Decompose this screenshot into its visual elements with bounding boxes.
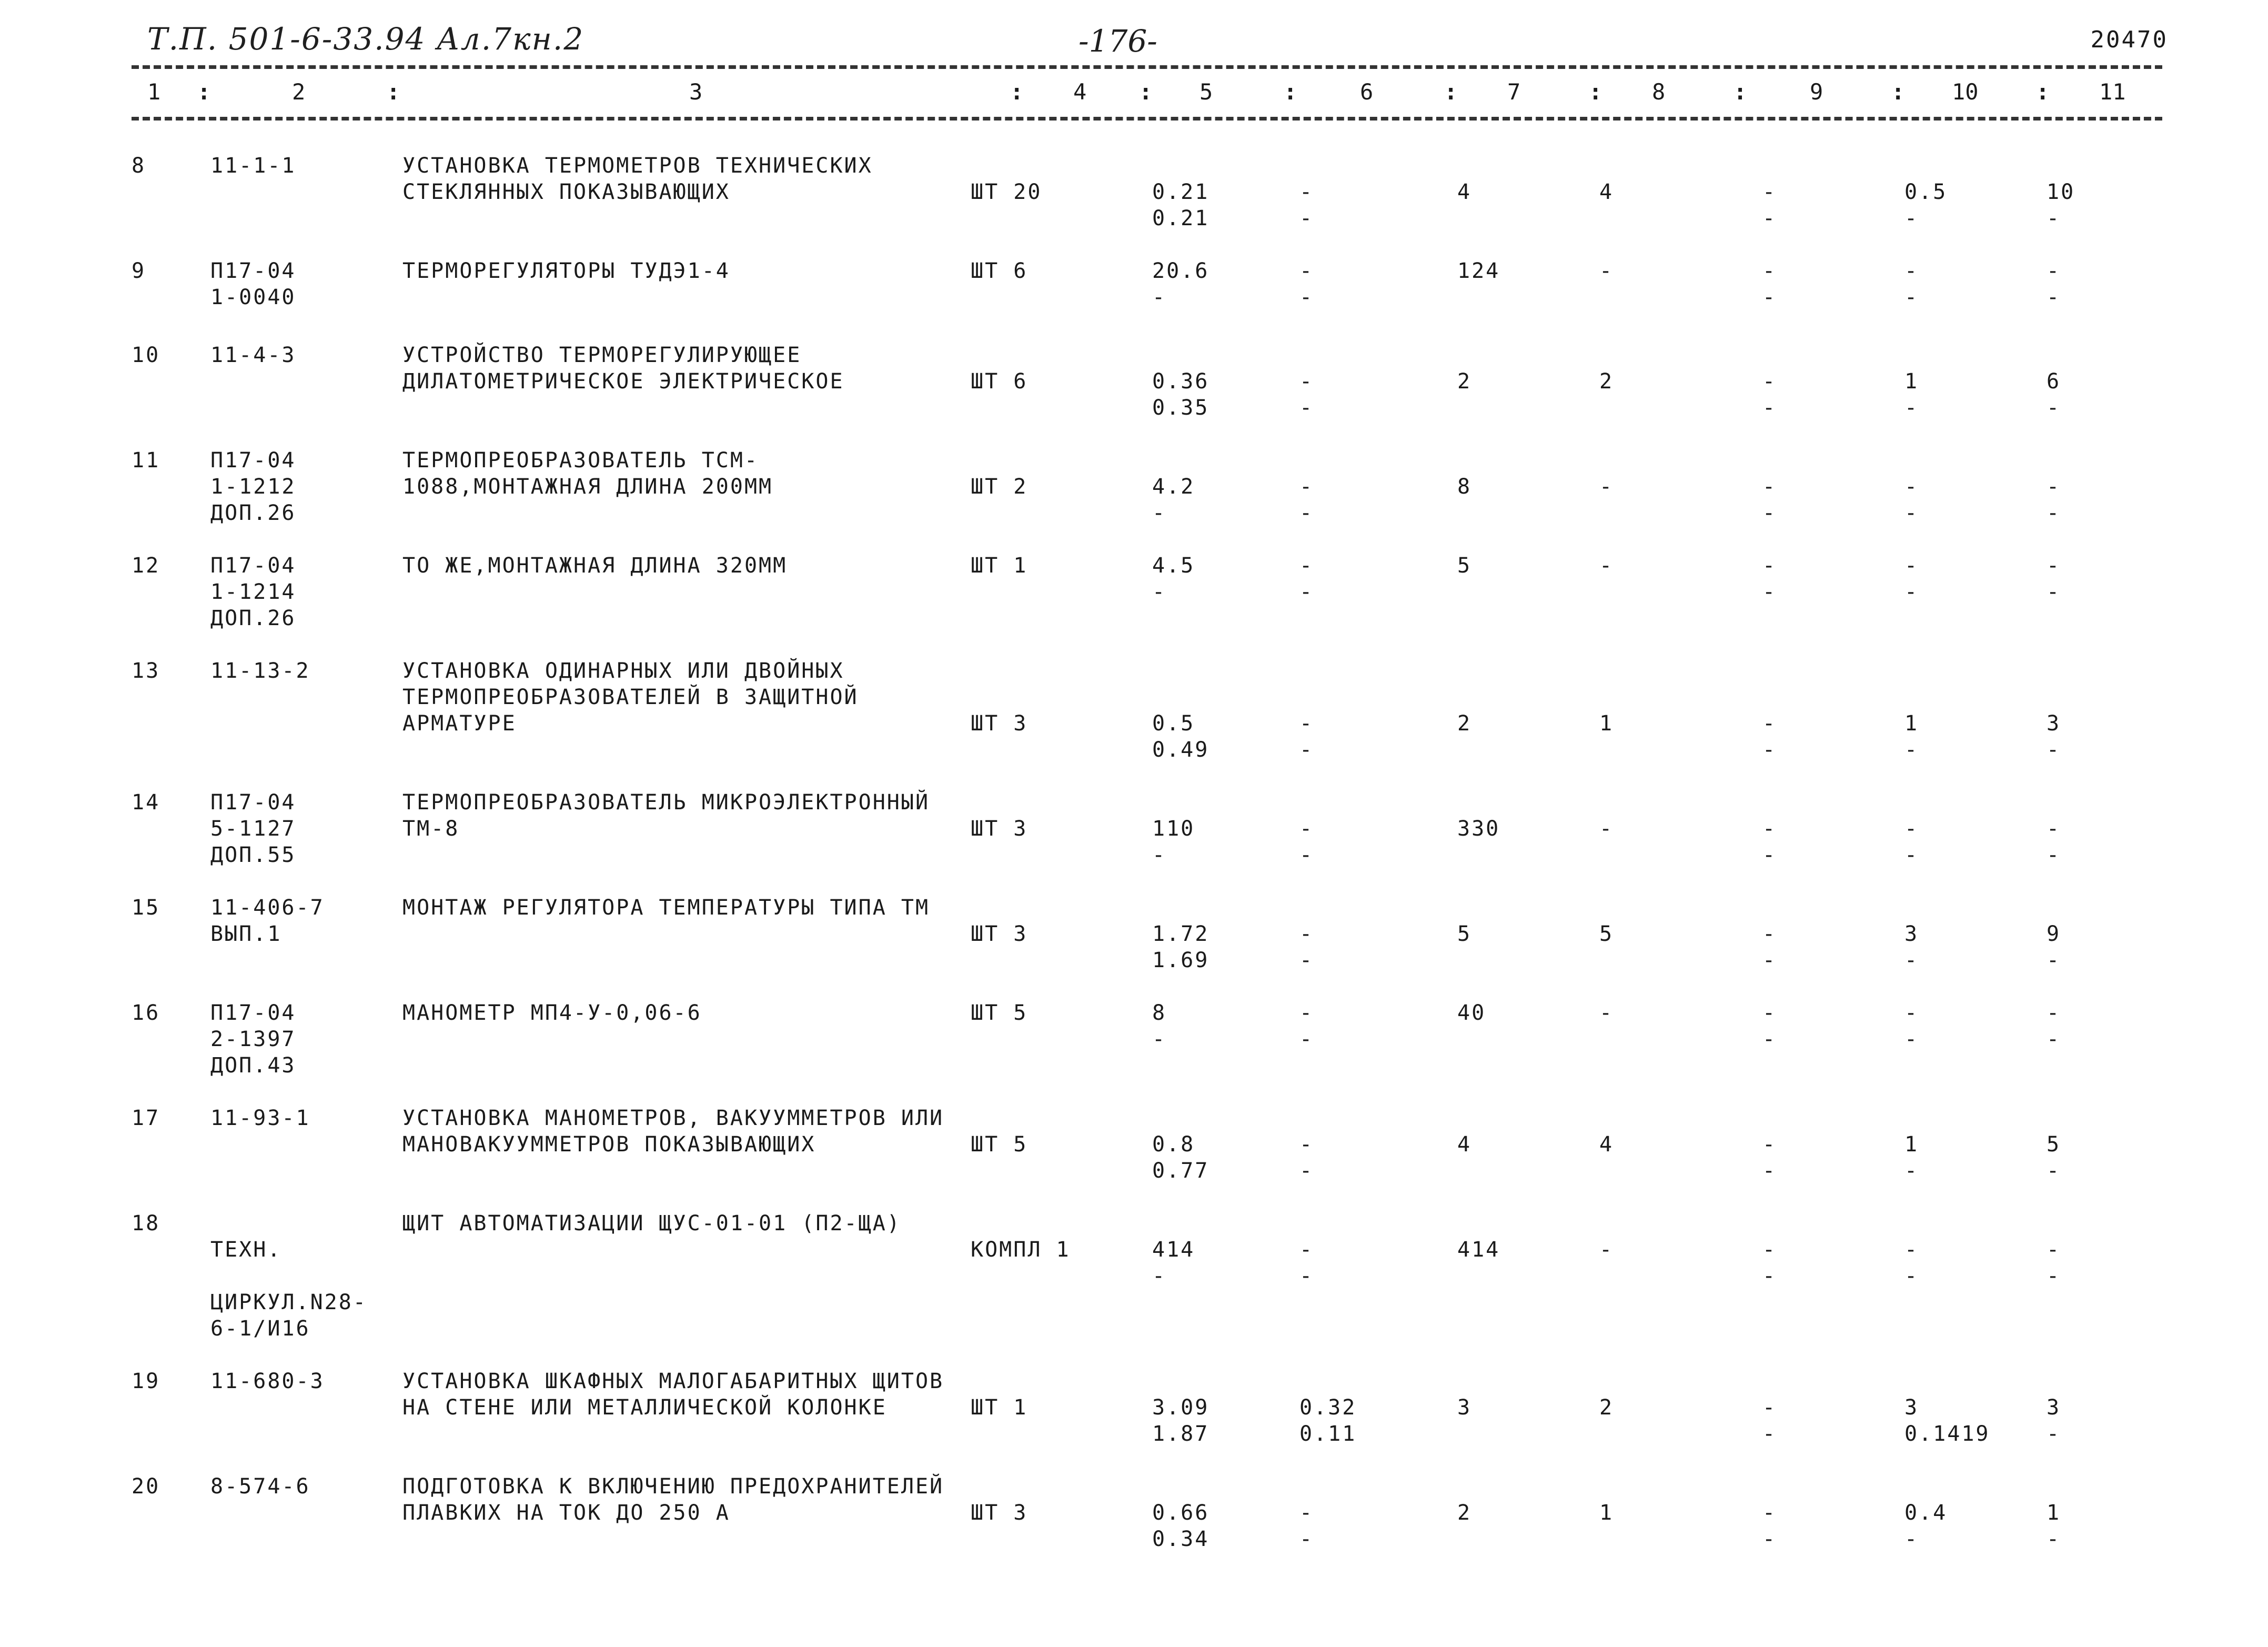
value-c5: 0.5 xyxy=(1152,711,1195,736)
value-c11: 6 xyxy=(2047,369,2061,394)
value-c6: - xyxy=(1299,285,1314,309)
value-c10: - xyxy=(1904,948,1919,972)
unit-quantity: ШТ 2 xyxy=(971,475,1028,499)
value-c10: - xyxy=(1904,259,1919,283)
value-c6: - xyxy=(1299,1159,1314,1183)
value-c5: 0.35 xyxy=(1152,396,1209,420)
table-row xyxy=(0,447,2268,553)
value-c9: - xyxy=(1762,285,1777,309)
value-c5: 0.8 xyxy=(1152,1132,1195,1157)
resource-code: 5-1127 xyxy=(210,817,296,841)
value-c10: - xyxy=(1904,285,1919,309)
resource-code: 11-1-1 xyxy=(210,154,296,178)
work-description: ТЕРМОПРЕОБРАЗОВАТЕЛЕЙ В ЗАЩИТНОЙ xyxy=(402,685,859,709)
value-c10: 0.4 xyxy=(1904,1501,1948,1525)
work-description: ЩИТ АВТОМАТИЗАЦИИ ЩУС-01-01 (П2-ЩА) xyxy=(402,1211,901,1236)
resource-code: 2-1397 xyxy=(210,1027,296,1051)
work-description: ТМ-8 xyxy=(402,817,460,841)
resource-code: ДОП.26 xyxy=(210,501,296,525)
column-separator: : xyxy=(387,79,400,105)
value-c8: - xyxy=(1599,554,1614,578)
row-number: 17 xyxy=(132,1106,160,1130)
value-c5: 20.6 xyxy=(1152,259,1209,283)
value-c9: - xyxy=(1762,1422,1777,1446)
work-description: УСТАНОВКА ОДИНАРНЫХ ИЛИ ДВОЙНЫХ xyxy=(402,659,844,683)
value-c11: - xyxy=(2047,1527,2061,1551)
work-description: МОНТАЖ РЕГУЛЯТОРА ТЕМПЕРАТУРЫ ТИПА ТМ xyxy=(402,896,930,920)
value-c8: 5 xyxy=(1599,922,1614,946)
table-row xyxy=(0,1368,2268,1473)
resource-code: 1-1212 xyxy=(210,475,296,499)
value-c10: - xyxy=(1904,396,1919,420)
value-c6: - xyxy=(1299,948,1314,972)
work-description: МАНОВАКУУММЕТРОВ ПОКАЗЫВАЮЩИХ xyxy=(402,1132,816,1157)
value-c9: - xyxy=(1762,580,1777,604)
work-description: ПОДГОТОВКА К ВКЛЮЧЕНИЮ ПРЕДОХРАНИТЕЛЕЙ xyxy=(402,1474,944,1499)
value-c5: 0.66 xyxy=(1152,1501,1209,1525)
value-c5: 414 xyxy=(1152,1238,1195,1262)
value-c5: 4.2 xyxy=(1152,475,1195,499)
row-number: 8 xyxy=(132,154,146,178)
unit-quantity: ШТ 20 xyxy=(971,180,1042,204)
value-c5: 8 xyxy=(1152,1001,1167,1025)
value-c6: - xyxy=(1299,711,1314,736)
column-number: 2 xyxy=(292,79,306,105)
unit-quantity: ШТ 1 xyxy=(971,1395,1028,1420)
value-c11: 3 xyxy=(2047,711,2061,736)
value-c6: - xyxy=(1299,738,1314,762)
value-c10: - xyxy=(1904,554,1919,578)
value-c10: - xyxy=(1904,501,1919,525)
table-row xyxy=(0,1105,2268,1210)
work-description: ДИЛАТОМЕТРИЧЕСКОЕ ЭЛЕКТРИЧЕСКОЕ xyxy=(402,369,844,394)
row-number: 19 xyxy=(132,1369,160,1393)
work-description: УСТРОЙСТВО ТЕРМОРЕГУЛИРУЮЩЕЕ xyxy=(402,343,802,367)
value-c8: 2 xyxy=(1599,369,1614,394)
value-c5: 1.69 xyxy=(1152,948,1209,972)
value-c11: - xyxy=(2047,285,2061,309)
value-c8: - xyxy=(1599,1238,1614,1262)
value-c10: - xyxy=(1904,206,1919,230)
table-row xyxy=(0,658,2268,789)
column-separator: : xyxy=(1891,79,1905,105)
value-c10: - xyxy=(1904,1527,1919,1551)
column-separator: : xyxy=(1284,79,1297,105)
table-row xyxy=(0,1473,2268,1579)
row-number: 13 xyxy=(132,659,160,683)
value-c9: - xyxy=(1762,817,1777,841)
value-c8: 1 xyxy=(1599,1501,1614,1525)
value-c11: - xyxy=(2047,554,2061,578)
row-number: 18 xyxy=(132,1211,160,1236)
work-description: ПЛАВКИХ НА ТОК ДО 250 А xyxy=(402,1501,730,1525)
value-c7: 4 xyxy=(1457,1132,1472,1157)
value-c6: - xyxy=(1299,259,1314,283)
table-row xyxy=(0,342,2268,447)
value-c11: - xyxy=(2047,501,2061,525)
value-c7: 5 xyxy=(1457,922,1472,946)
value-c9: - xyxy=(1762,259,1777,283)
value-c5: 0.21 xyxy=(1152,206,1209,230)
row-number: 12 xyxy=(132,554,160,578)
table-row xyxy=(0,1000,2268,1105)
value-c11: 3 xyxy=(2047,1395,2061,1420)
value-c7: 2 xyxy=(1457,1501,1472,1525)
value-c10: - xyxy=(1904,843,1919,867)
column-number: 5 xyxy=(1199,79,1213,105)
header-rule-bottom xyxy=(132,117,2162,120)
value-c10: 1 xyxy=(1904,369,1919,394)
value-c11: - xyxy=(2047,738,2061,762)
value-c11: 9 xyxy=(2047,922,2061,946)
work-description: ТЕРМОПРЕОБРАЗОВАТЕЛЬ МИКРОЭЛЕКТРОННЫЙ xyxy=(402,790,930,815)
column-separator: : xyxy=(1733,79,1747,105)
value-c6: - xyxy=(1299,1001,1314,1025)
resource-code: 11-93-1 xyxy=(210,1106,310,1130)
value-c11: - xyxy=(2047,1264,2061,1288)
value-c9: - xyxy=(1762,180,1777,204)
value-c5: - xyxy=(1152,285,1167,309)
value-c6: - xyxy=(1299,1501,1314,1525)
value-c5: 0.36 xyxy=(1152,369,1209,394)
value-c8: - xyxy=(1599,259,1614,283)
column-number: 4 xyxy=(1073,79,1087,105)
row-number: 20 xyxy=(132,1474,160,1499)
resource-code: 11-680-3 xyxy=(210,1369,325,1393)
value-c9: - xyxy=(1762,1527,1777,1551)
column-number: 7 xyxy=(1507,79,1521,105)
value-c9: - xyxy=(1762,1395,1777,1420)
work-description: УСТАНОВКА МАНОМЕТРОВ, ВАКУУММЕТРОВ ИЛИ xyxy=(402,1106,944,1130)
resource-code: ДОП.26 xyxy=(210,606,296,630)
row-number: 14 xyxy=(132,790,160,815)
value-c5: - xyxy=(1152,501,1167,525)
value-c11: - xyxy=(2047,396,2061,420)
value-c5: - xyxy=(1152,1264,1167,1288)
value-c8: 4 xyxy=(1599,180,1614,204)
value-c5: 1.87 xyxy=(1152,1422,1209,1446)
page-number: -176- xyxy=(1078,23,1157,59)
value-c10: 3 xyxy=(1904,922,1919,946)
value-c9: - xyxy=(1762,948,1777,972)
value-c10: - xyxy=(1904,1238,1919,1262)
resource-code: 6-1/И16 xyxy=(210,1317,310,1341)
value-c8: 2 xyxy=(1599,1395,1614,1420)
value-c11: 1 xyxy=(2047,1501,2061,1525)
resource-code: П17-04 xyxy=(210,554,296,578)
resource-code: ДОП.43 xyxy=(210,1053,296,1078)
column-number: 9 xyxy=(1810,79,1823,105)
resource-code: П17-04 xyxy=(210,448,296,473)
column-separator: : xyxy=(197,79,211,105)
unit-quantity: ШТ 6 xyxy=(971,369,1028,394)
value-c5: - xyxy=(1152,843,1167,867)
value-c9: - xyxy=(1762,1027,1777,1051)
value-c11: - xyxy=(2047,206,2061,230)
resource-code: 11-406-7 xyxy=(210,896,325,920)
resource-code: ТЕХН. xyxy=(210,1238,282,1262)
value-c10: 0.1419 xyxy=(1904,1422,1990,1446)
value-c6: - xyxy=(1299,554,1314,578)
work-description: НА СТЕНЕ ИЛИ МЕТАЛЛИЧЕСКОЙ КОЛОНКЕ xyxy=(402,1395,887,1420)
value-c10: 1 xyxy=(1904,711,1919,736)
value-c8: - xyxy=(1599,1001,1614,1025)
value-c7: 414 xyxy=(1457,1238,1500,1262)
value-c11: - xyxy=(2047,580,2061,604)
column-separator: : xyxy=(1010,79,1024,105)
value-c10: - xyxy=(1904,1001,1919,1025)
value-c9: - xyxy=(1762,369,1777,394)
unit-quantity: ШТ 5 xyxy=(971,1001,1028,1025)
value-c6: - xyxy=(1299,922,1314,946)
value-c6: - xyxy=(1299,1027,1314,1051)
value-c6: - xyxy=(1299,475,1314,499)
value-c9: - xyxy=(1762,1132,1777,1157)
value-c11: - xyxy=(2047,1422,2061,1446)
value-c8: 1 xyxy=(1599,711,1614,736)
value-c8: - xyxy=(1599,475,1614,499)
work-description: ТЕРМОПРЕОБРАЗОВАТЕЛЬ ТСМ- xyxy=(402,448,759,473)
column-separator: : xyxy=(2036,79,2050,105)
value-c6: - xyxy=(1299,396,1314,420)
value-c9: - xyxy=(1762,738,1777,762)
work-description: УСТАНОВКА ШКАФНЫХ МАЛОГАБАРИТНЫХ ЩИТОВ xyxy=(402,1369,944,1393)
value-c9: - xyxy=(1762,396,1777,420)
estimate-table-body xyxy=(0,153,2268,1579)
value-c7: 5 xyxy=(1457,554,1472,578)
value-c7: 2 xyxy=(1457,369,1472,394)
value-c11: - xyxy=(2047,475,2061,499)
unit-quantity: ШТ 3 xyxy=(971,1501,1028,1525)
value-c11: 5 xyxy=(2047,1132,2061,1157)
value-c10: - xyxy=(1904,1027,1919,1051)
table-row xyxy=(0,153,2268,258)
table-row xyxy=(0,895,2268,1000)
value-c9: - xyxy=(1762,206,1777,230)
value-c11: - xyxy=(2047,843,2061,867)
value-c6: - xyxy=(1299,206,1314,230)
value-c10: 0.5 xyxy=(1904,180,1948,204)
table-row xyxy=(0,553,2268,658)
value-c5: - xyxy=(1152,1027,1167,1051)
resource-code: ВЫП.1 xyxy=(210,922,282,946)
value-c11: - xyxy=(2047,1238,2061,1262)
unit-quantity: ШТ 5 xyxy=(971,1132,1028,1157)
column-separator: : xyxy=(1139,79,1153,105)
project-reference: Т.П. 501-6-33.94 Ал.7кн.2 xyxy=(147,21,584,57)
resource-code: 11-13-2 xyxy=(210,659,310,683)
value-c7: 40 xyxy=(1457,1001,1486,1025)
resource-code: 1-0040 xyxy=(210,285,296,309)
value-c6: - xyxy=(1299,369,1314,394)
value-c9: - xyxy=(1762,1501,1777,1525)
row-number: 9 xyxy=(132,259,146,283)
unit-quantity: КОМПЛ 1 xyxy=(971,1238,1071,1262)
value-c5: - xyxy=(1152,580,1167,604)
value-c9: - xyxy=(1762,554,1777,578)
row-number: 15 xyxy=(132,896,160,920)
column-number-row xyxy=(0,79,2268,111)
resource-code: П17-04 xyxy=(210,1001,296,1025)
value-c6: - xyxy=(1299,180,1314,204)
work-description: УСТАНОВКА ТЕРМОМЕТРОВ ТЕХНИЧЕСКИХ xyxy=(402,154,873,178)
row-number: 10 xyxy=(132,343,160,367)
column-number: 8 xyxy=(1652,79,1666,105)
value-c11: - xyxy=(2047,948,2061,972)
value-c10: 1 xyxy=(1904,1132,1919,1157)
resource-code: 8-574-6 xyxy=(210,1474,310,1499)
column-number: 11 xyxy=(2099,79,2126,105)
value-c6: - xyxy=(1299,1527,1314,1551)
resource-code: П17-04 xyxy=(210,259,296,283)
value-c7: 2 xyxy=(1457,711,1472,736)
value-c6: - xyxy=(1299,1132,1314,1157)
value-c9: - xyxy=(1762,1238,1777,1262)
value-c10: - xyxy=(1904,738,1919,762)
work-description: ТЕРМОРЕГУЛЯТОРЫ ТУДЭ1-4 xyxy=(402,259,730,283)
table-row xyxy=(0,258,2268,342)
value-c10: - xyxy=(1904,817,1919,841)
column-number: 10 xyxy=(1952,79,1979,105)
value-c6: 0.32 xyxy=(1299,1395,1357,1420)
work-description: ТО ЖЕ,МОНТАЖНАЯ ДЛИНА 320ММ xyxy=(402,554,788,578)
work-description: 1088,МОНТАЖНАЯ ДЛИНА 200ММ xyxy=(402,475,773,499)
work-description: СТЕКЛЯННЫХ ПОКАЗЫВАЮЩИХ xyxy=(402,180,730,204)
column-number: 1 xyxy=(147,79,161,105)
value-c9: - xyxy=(1762,1159,1777,1183)
value-c11: 10 xyxy=(2047,180,2075,204)
resource-code: П17-04 xyxy=(210,790,296,815)
value-c6: - xyxy=(1299,1238,1314,1262)
unit-quantity: ШТ 3 xyxy=(971,922,1028,946)
value-c5: 0.49 xyxy=(1152,738,1209,762)
resource-code: ЦИРКУЛ.N28- xyxy=(210,1290,367,1314)
value-c7: 4 xyxy=(1457,180,1472,204)
value-c10: - xyxy=(1904,1159,1919,1183)
document-number: 20470 xyxy=(2090,26,2168,53)
value-c6: - xyxy=(1299,501,1314,525)
value-c5: 0.21 xyxy=(1152,180,1209,204)
value-c5: 0.77 xyxy=(1152,1159,1209,1183)
resource-code: 11-4-3 xyxy=(210,343,296,367)
column-number: 6 xyxy=(1360,79,1374,105)
value-c11: - xyxy=(2047,259,2061,283)
value-c10: - xyxy=(1904,1264,1919,1288)
value-c11: - xyxy=(2047,817,2061,841)
column-separator: : xyxy=(1444,79,1458,105)
unit-quantity: ШТ 6 xyxy=(971,259,1028,283)
value-c7: 3 xyxy=(1457,1395,1472,1420)
unit-quantity: ШТ 3 xyxy=(971,711,1028,736)
value-c9: - xyxy=(1762,711,1777,736)
resource-code: ДОП.55 xyxy=(210,843,296,867)
value-c8: 4 xyxy=(1599,1132,1614,1157)
value-c9: - xyxy=(1762,475,1777,499)
value-c6: - xyxy=(1299,843,1314,867)
value-c8: - xyxy=(1599,817,1614,841)
value-c5: 4.5 xyxy=(1152,554,1195,578)
work-description: АРМАТУРЕ xyxy=(402,711,517,736)
value-c9: - xyxy=(1762,501,1777,525)
unit-quantity: ШТ 3 xyxy=(971,817,1028,841)
value-c5: 0.34 xyxy=(1152,1527,1209,1551)
resource-code: 1-1214 xyxy=(210,580,296,604)
value-c7: 330 xyxy=(1457,817,1500,841)
value-c6: - xyxy=(1299,580,1314,604)
value-c11: - xyxy=(2047,1027,2061,1051)
value-c6: - xyxy=(1299,817,1314,841)
table-row xyxy=(0,1210,2268,1368)
value-c10: - xyxy=(1904,475,1919,499)
value-c9: - xyxy=(1762,843,1777,867)
work-description: МАНОМЕТР МП4-У-0,06-6 xyxy=(402,1001,702,1025)
value-c6: - xyxy=(1299,1264,1314,1288)
value-c5: 110 xyxy=(1152,817,1195,841)
value-c5: 3.09 xyxy=(1152,1395,1209,1420)
table-row xyxy=(0,789,2268,895)
value-c11: - xyxy=(2047,1001,2061,1025)
value-c6: 0.11 xyxy=(1299,1422,1357,1446)
header-rule-top xyxy=(132,65,2162,69)
value-c7: 8 xyxy=(1457,475,1472,499)
column-number: 3 xyxy=(689,79,703,105)
column-separator: : xyxy=(1589,79,1602,105)
row-number: 11 xyxy=(132,448,160,473)
value-c9: - xyxy=(1762,922,1777,946)
value-c10: - xyxy=(1904,580,1919,604)
value-c11: - xyxy=(2047,1159,2061,1183)
value-c5: 1.72 xyxy=(1152,922,1209,946)
value-c7: 124 xyxy=(1457,259,1500,283)
unit-quantity: ШТ 1 xyxy=(971,554,1028,578)
row-number: 16 xyxy=(132,1001,160,1025)
value-c9: - xyxy=(1762,1001,1777,1025)
value-c10: 3 xyxy=(1904,1395,1919,1420)
value-c9: - xyxy=(1762,1264,1777,1288)
